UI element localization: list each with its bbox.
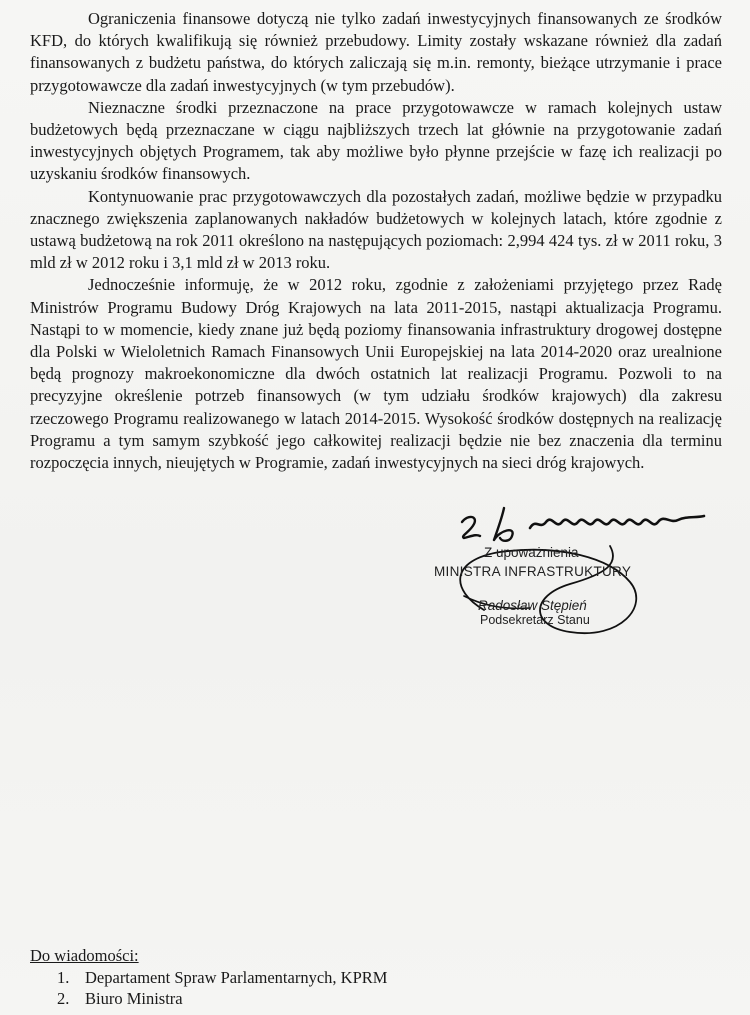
paragraph-program-update: Jednocześnie informuję, że w 2012 roku, zgodnie z założeniami przyjętego przez Radę Ministrów Programu Budowy Dróg Krajowych na lata 2011-2015, nastąpi aktualizacja Programu. Nastąpi to w momencie, kiedy znane już będą poziomy finansowania infrastruktury drogowej dostępne dla Polski w Wieloletnich Ramach Finansowych Unii Europejskiej na lata 2014-2020 oraz urealnione będą prognozy makroekonomiczne dla dwóch ostatnich lat realizacji Programu. Pozwoli to na precyzyjne określenie potrzeb finansowych (w tym udziału środków krajowych) dla zakresu rzeczowego Programu realizowanego w latach 2014-2015. Wysokość środków dostępnych na realizację Programu a tym samym szybkość jego całkowitej realizacji będzie nie bez znaczenia dla terminu rozpoczęcia innych, nieujętych w Programie, zadań inwestycyjnych na sieci dróg krajowych. <box>30 275 722 473</box>
list-item-text: Departament Spraw Parlamentarnych, KPRM <box>85 967 388 987</box>
paragraph-preparatory-funds: Nieznaczne środki przeznaczone na prace przygotowawcze w ramach kolejnych ustaw budżetowych będą przeznaczane w ciągu najbliższych trzech lat głównie na przygotowanie zadań inwestycyjnych objętych Programem, tak aby możliwe było płynne przejście w fazę ich realizacji po uzyskaniu środków finansowych. <box>30 97 722 184</box>
list-item-text: Biuro Ministra <box>85 989 183 1008</box>
distribution-items <box>30 967 387 1010</box>
list-item <box>30 988 387 1010</box>
distribution-list <box>30 945 387 1010</box>
handwritten-signature <box>420 500 750 670</box>
stamp-authorization: Z upoważnienia <box>484 545 579 560</box>
list-item-number: 2. <box>57 989 70 1008</box>
list-item <box>30 967 387 989</box>
paragraph-financial-limits: Ograniczenia finansowe dotyczą nie tylko zadań inwestycyjnych finansowanych ze środków KFD, do których kwalifikują się również przebudowy. Limity zostały wskazane również dla zadań finansowanych z budżetu państwa, do których zaliczają się m.in. remonty, bieżące utrzymanie i prace przygotowawcze dla zadań inwestycyjnych (w tym przebudów). <box>30 9 722 95</box>
letter-body <box>30 8 722 474</box>
list-item-number: 1. <box>57 967 70 987</box>
stamp-signatory-title: Podsekretarz Stanu <box>480 613 590 627</box>
distribution-heading: Do wiadomości: <box>30 946 139 965</box>
paragraph-continuation: Kontynuowanie prac przygotowawczych dla pozostałych zadań, możliwe będzie w przypadku znacznego zwiększenia zaplanowanych nakładów budżetowych w kolejnych latach, które zgodnie z ustawą budżetową na rok 2011 określono na następujących poziomach: 2,994 424 tys. zł w 2011 roku, 3 mld zł w 2012 roku i 3,1 mld zł w 2013 roku. <box>30 186 722 273</box>
signature-block <box>420 500 750 670</box>
stamp-ministry: MINISTRA INFRASTRUKTURY <box>434 564 632 579</box>
stamp-signatory-name: Radosław Stępień <box>478 598 587 613</box>
